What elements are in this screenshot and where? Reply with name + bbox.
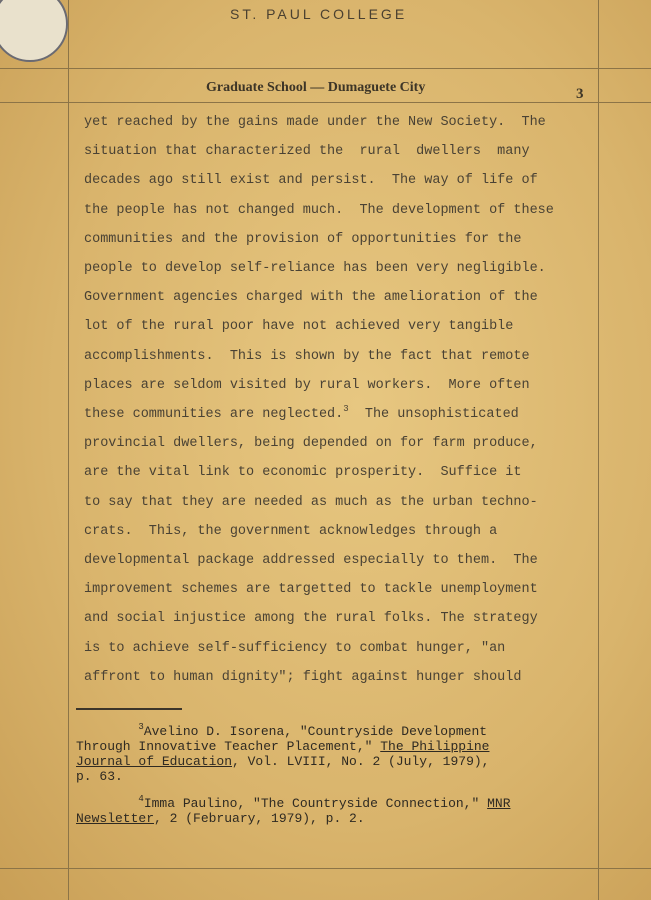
college-seal-icon <box>0 0 68 62</box>
body-line: communities and the provision of opportunities for the <box>84 231 522 247</box>
footer-rule <box>0 868 651 869</box>
footnote-separator <box>76 708 182 710</box>
body-line-with-footnote <box>84 400 594 429</box>
body-line: situation that characterized the rural dwellers many <box>84 144 530 160</box>
body-line: and social injustice among the rural folks. The strategy <box>84 611 538 627</box>
footnote-4 <box>76 796 576 826</box>
subheader-rule <box>0 102 651 103</box>
school-name: Graduate School — Dumaguete City <box>206 80 426 95</box>
body-line: decades ago still exist and persist. The way of life of <box>84 173 538 189</box>
journal-title: The Philippine <box>380 739 490 754</box>
footnote-3 <box>76 724 576 784</box>
body-line: people to develop self-reliance has been very negligible. <box>84 261 546 277</box>
header-rule <box>0 68 651 69</box>
body-line: developmental package addressed especially to them. The <box>84 553 538 569</box>
footnote-line: Through Innovative Teacher Placement," The Philippine <box>76 739 490 754</box>
footnote-line: p. 63. <box>76 769 123 784</box>
newsletter-title: Newsletter <box>76 811 155 826</box>
newsletter-title: MNR <box>487 796 511 811</box>
footnote-line: $^3$Avelino D. Isorena, "Countryside Development <box>138 722 488 739</box>
body-line: places are seldom visited by rural workers. More often <box>84 377 530 393</box>
margin-line-left <box>68 0 69 900</box>
footnote-line: $^4$Imma Paulino, "The Countryside Connection," MNR <box>138 794 511 811</box>
body-line: to say that they are needed as much as the urban techno- <box>84 494 538 510</box>
body-line: improvement schemes are targetted to tackle unemployment <box>84 582 538 598</box>
footnote-line: Newsletter, 2 (February, 1979), p. 2. <box>76 811 365 826</box>
footnote-number: 3 <box>138 722 144 732</box>
page-number: 3 <box>576 86 584 102</box>
footnote-line: Journal of Education, Vol. LVIII, No. 2 (July, 1979), <box>76 754 490 769</box>
body-line: is to achieve self-sufficiency to combat hunger, "an <box>84 640 506 656</box>
footnote-number: 4 <box>138 794 144 804</box>
college-name: ST. PAUL COLLEGE <box>230 6 408 22</box>
body-line: the people has not changed much. The development of these <box>84 202 554 218</box>
journal-title: Journal of Education <box>76 754 233 769</box>
body-line: accomplishments. This is shown by the fact that remote <box>84 348 530 364</box>
body-line-continuation: The unsophisticated <box>348 407 519 423</box>
body-line: yet reached by the gains made under the New Society. The <box>84 115 546 130</box>
body-line: crats. This, the government acknowledges through a <box>84 523 498 539</box>
body-line: are the vital link to economic prosperity. Suffice it <box>84 465 522 481</box>
body-line: these communities are neglected. <box>84 407 344 423</box>
body-line: Government agencies charged with the amelioration of the <box>84 290 538 306</box>
body-paragraph <box>84 108 594 692</box>
margin-line-right <box>598 0 599 900</box>
body-line: lot of the rural poor have not achieved very tangible <box>84 319 514 335</box>
body-line: provincial dwellers, being depended on for farm produce, <box>84 436 538 452</box>
footnote-reference: 3 <box>343 404 349 415</box>
body-line: affront to human dignity"; fight against hunger should <box>84 669 522 685</box>
